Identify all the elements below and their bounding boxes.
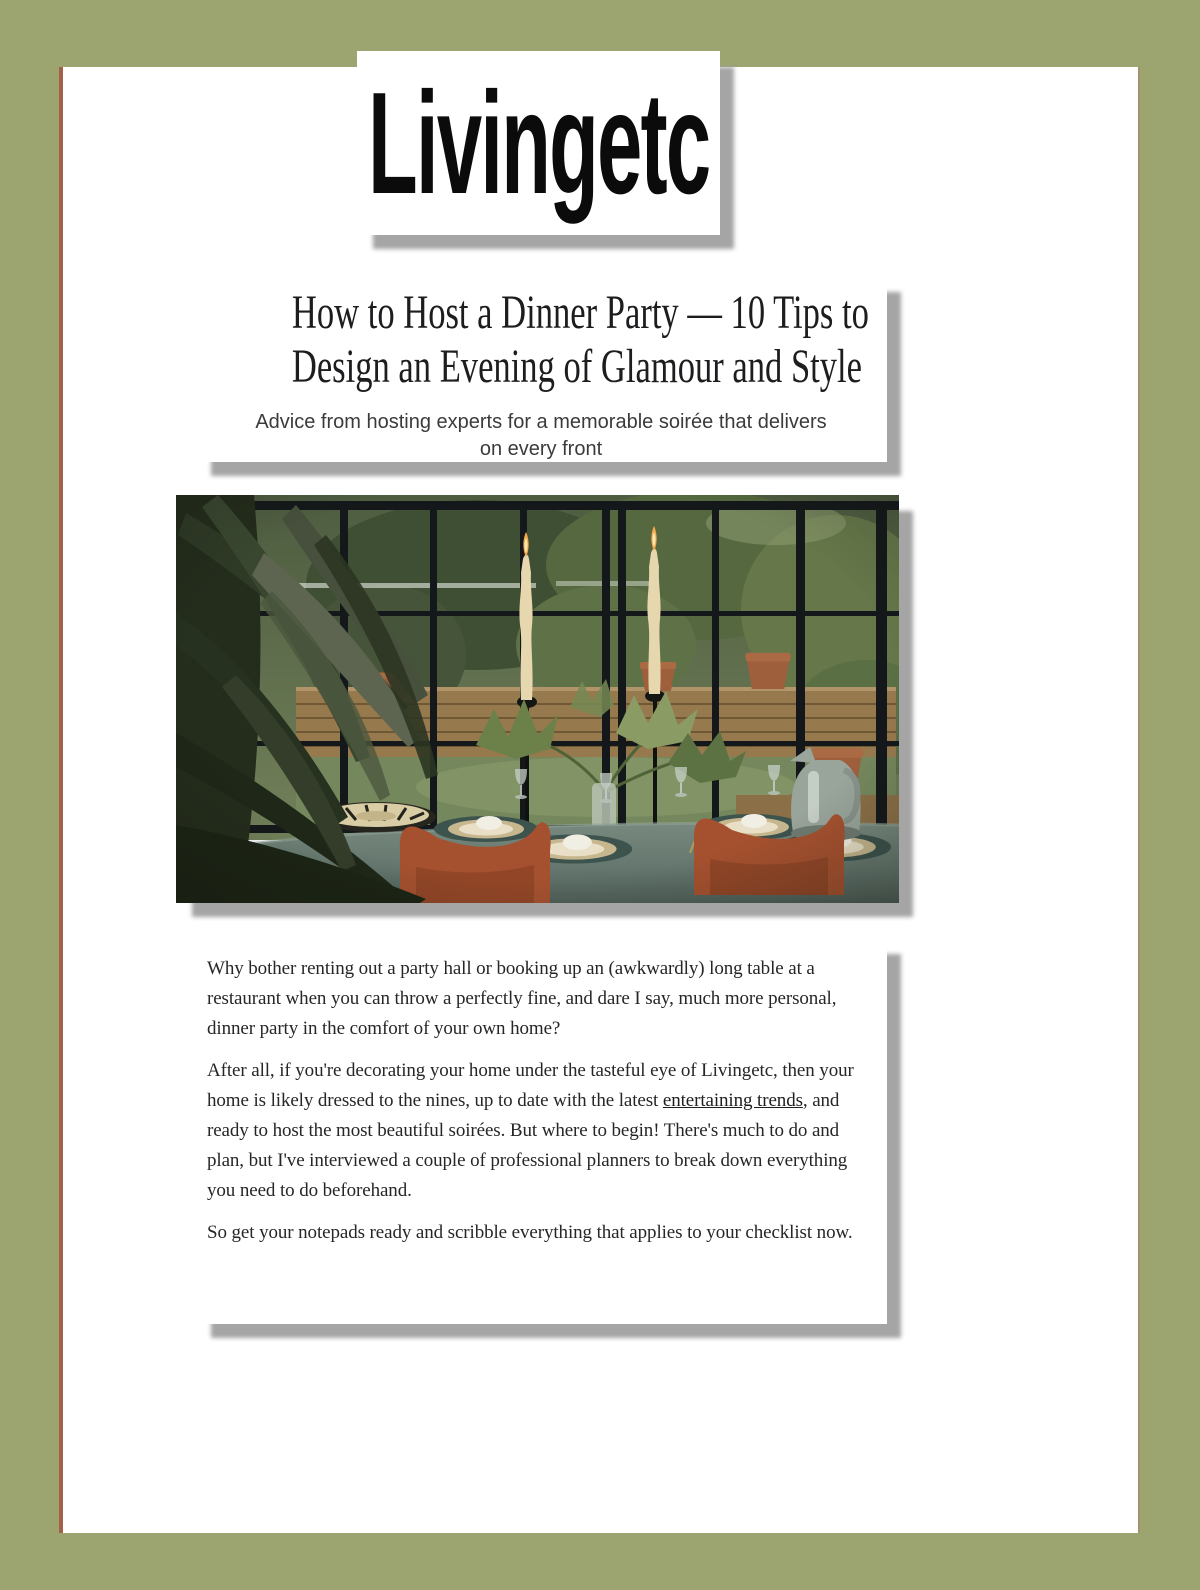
hero-photo [176, 495, 899, 903]
body-text: So get your notepads ready and scribble everything that applies to your checklist now. [207, 1222, 853, 1243]
body-text: , and ready to host the most beautiful soirées. But where to begin! There's much to do and plan, but I've interviewed a couple of professional planners to break down everything you need to do beforehand. [207, 1090, 848, 1201]
article-subtitle: Advice from hosting experts for a memorable soirée that delivers on every front [255, 411, 827, 460]
entertaining-trends-link[interactable]: entertaining trends [662, 1090, 803, 1111]
body-paragraph [207, 1056, 875, 1206]
paper-right-edge [1138, 67, 1140, 1533]
logo-card [357, 51, 720, 235]
body-text: Why bother renting out a party hall or booking up an (awkwardly) long table at a restaurant when you can throw a perfectly fine, and dare I say, much more personal, dinner party in the comfort of your own home? [207, 958, 837, 1039]
logo-text: Livingetc [367, 61, 710, 224]
article-body [207, 954, 875, 1248]
article-title-line-1: How to Host a Dinner Party — 10 Tips to [291, 286, 869, 339]
body-text: After all, if you're decorating your home under the tasteful eye of Livingetc, then your home is likely dressed to the nines, up to date with the latest [207, 1060, 854, 1111]
hero-photo-card [176, 495, 899, 903]
body-card [195, 938, 887, 1324]
paper-left-edge [59, 67, 63, 1533]
body-paragraph [207, 1218, 875, 1248]
headline-card [195, 276, 887, 462]
body-paragraph [207, 954, 875, 1044]
article-title-line-2: Design an Evening of Glamour and Style [291, 340, 863, 393]
photo-vignette [176, 495, 899, 903]
